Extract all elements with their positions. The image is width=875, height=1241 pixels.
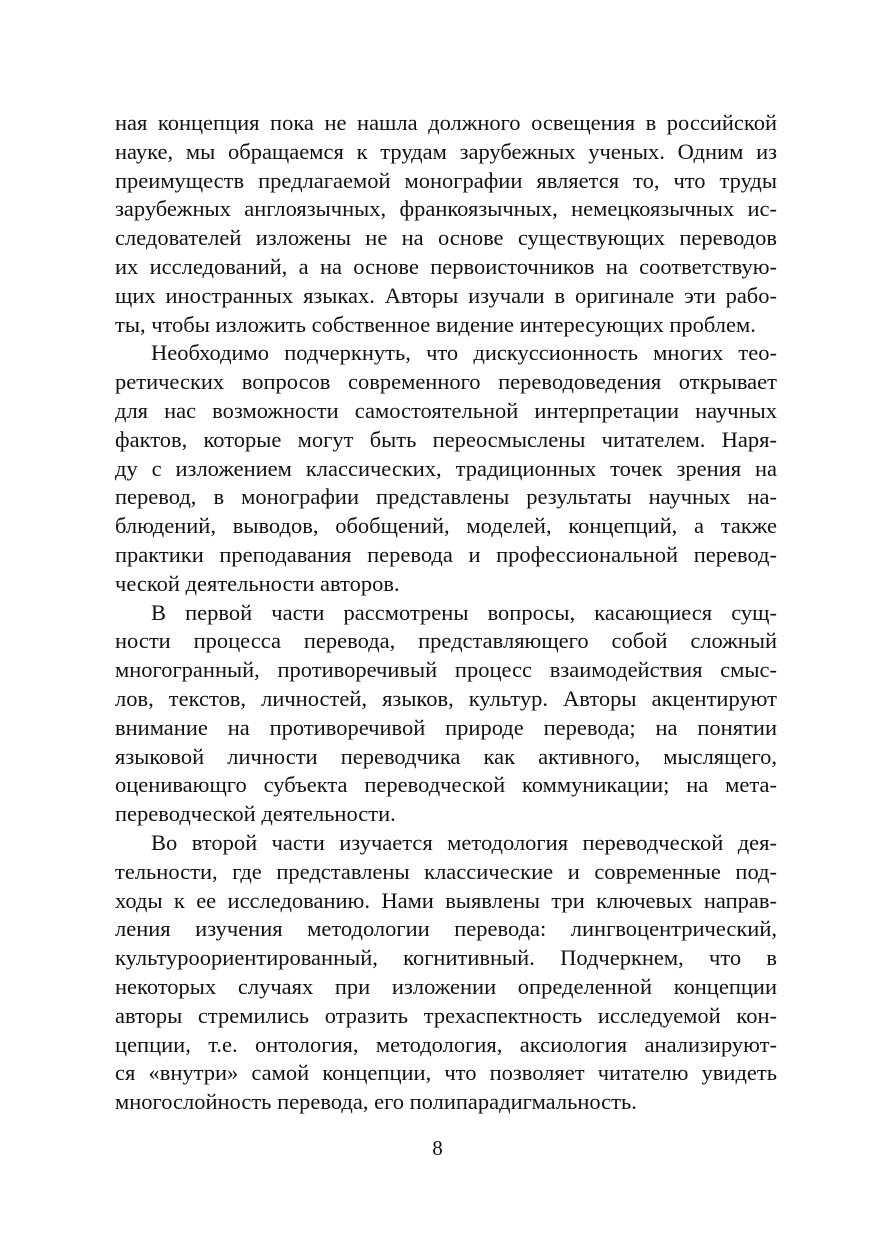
text-line: следователей изложены не на основе существующих переводов: [115, 225, 777, 251]
text-line: В первой части рассмотрены вопросы, касающиеся сущ-: [151, 599, 777, 625]
text-line: ная концепция пока не нашла должного освещения в российской: [115, 110, 777, 135]
text-line: зарубежных англоязычных, франкоязычных, немецкоязычных ис-: [115, 196, 777, 222]
paragraph: [115, 109, 777, 339]
text-line: авторы стремились отразить трехаспектность исследуемой кон-: [115, 1002, 777, 1028]
text-line: ления изучения методологии перевода: лингвоцентрический,: [115, 916, 777, 942]
text-line: щих иностранных языках. Авторы изучали в оригинале эти рабо-: [115, 282, 777, 308]
text-line: блюдений, выводов, обобщений, моделей, концепций, а также: [115, 513, 777, 539]
paragraph: [115, 599, 777, 829]
text-line: цепции, т.е. онтология, методология, аксиология анализируют-: [115, 1031, 777, 1057]
text-line: ретических вопросов современного переводоведения открывает: [115, 369, 777, 395]
text-line: ся «внутри» самой концепции, что позволяет читателю увидеть: [115, 1060, 777, 1086]
text-line: внимание на противоречивой природе перевода; на понятии: [115, 714, 777, 740]
text-line: их исследований, а на основе первоисточников на соответствую-: [115, 253, 777, 279]
text-line: преимуществ предлагаемой монографии является то, что труды: [115, 167, 777, 193]
text-line: ты, чтобы изложить собственное видение интересующих проблем.: [115, 311, 756, 337]
body-text: [115, 109, 777, 1117]
text-line: тельности, где представлены классические и современные под-: [115, 858, 777, 884]
text-line: ности процесса перевода, представляющего собой сложный: [115, 628, 777, 654]
text-line: практики преподавания перевода и профессиональной перевод-: [115, 541, 777, 567]
text-line: лов, текстов, личностей, языков, культур. Авторы акцентируют: [115, 685, 777, 711]
text-line: языковой личности переводчика как активного, мыслящего,: [115, 743, 777, 769]
text-line: ходы к ее исследованию. Нами выявлены три ключевых направ-: [115, 887, 777, 913]
text-line: Необходимо подчеркнуть, что дискуссионность многих тео-: [151, 340, 777, 366]
text-line: фактов, которые могут быть переосмыслены читателем. Наря-: [115, 426, 777, 452]
text-line: переводческой деятельности.: [115, 801, 396, 827]
paragraph: [115, 829, 777, 1117]
text-line: перевод, в монографии представлены результаты научных на-: [115, 484, 777, 510]
page-number: 8: [432, 1136, 443, 1160]
text-line: для нас возможности самостоятельной интерпретации научных: [115, 397, 777, 423]
text-line: оценивающго субъекта переводческой коммуникации; на мета-: [115, 772, 777, 798]
text-line: многослойность перевода, его полипарадигмальность.: [115, 1089, 637, 1115]
text-line: многогранный, противоречивый процесс взаимодействия смыс-: [115, 657, 777, 683]
text-line: ду с изложением классических, традиционных точек зрения на: [115, 455, 777, 481]
text-line: некоторых случаях при изложении определенной концепции: [115, 973, 777, 999]
paragraph: [115, 339, 777, 598]
text-line: науке, мы обращаемся к трудам зарубежных ученых. Одним из: [115, 138, 777, 164]
text-line: ческой деятельности авторов.: [115, 570, 400, 596]
text-line: культуроориентированный, когнитивный. Подчеркнем, что в: [115, 945, 777, 971]
text-line: Во второй части изучается методология переводческой дея-: [151, 829, 777, 855]
